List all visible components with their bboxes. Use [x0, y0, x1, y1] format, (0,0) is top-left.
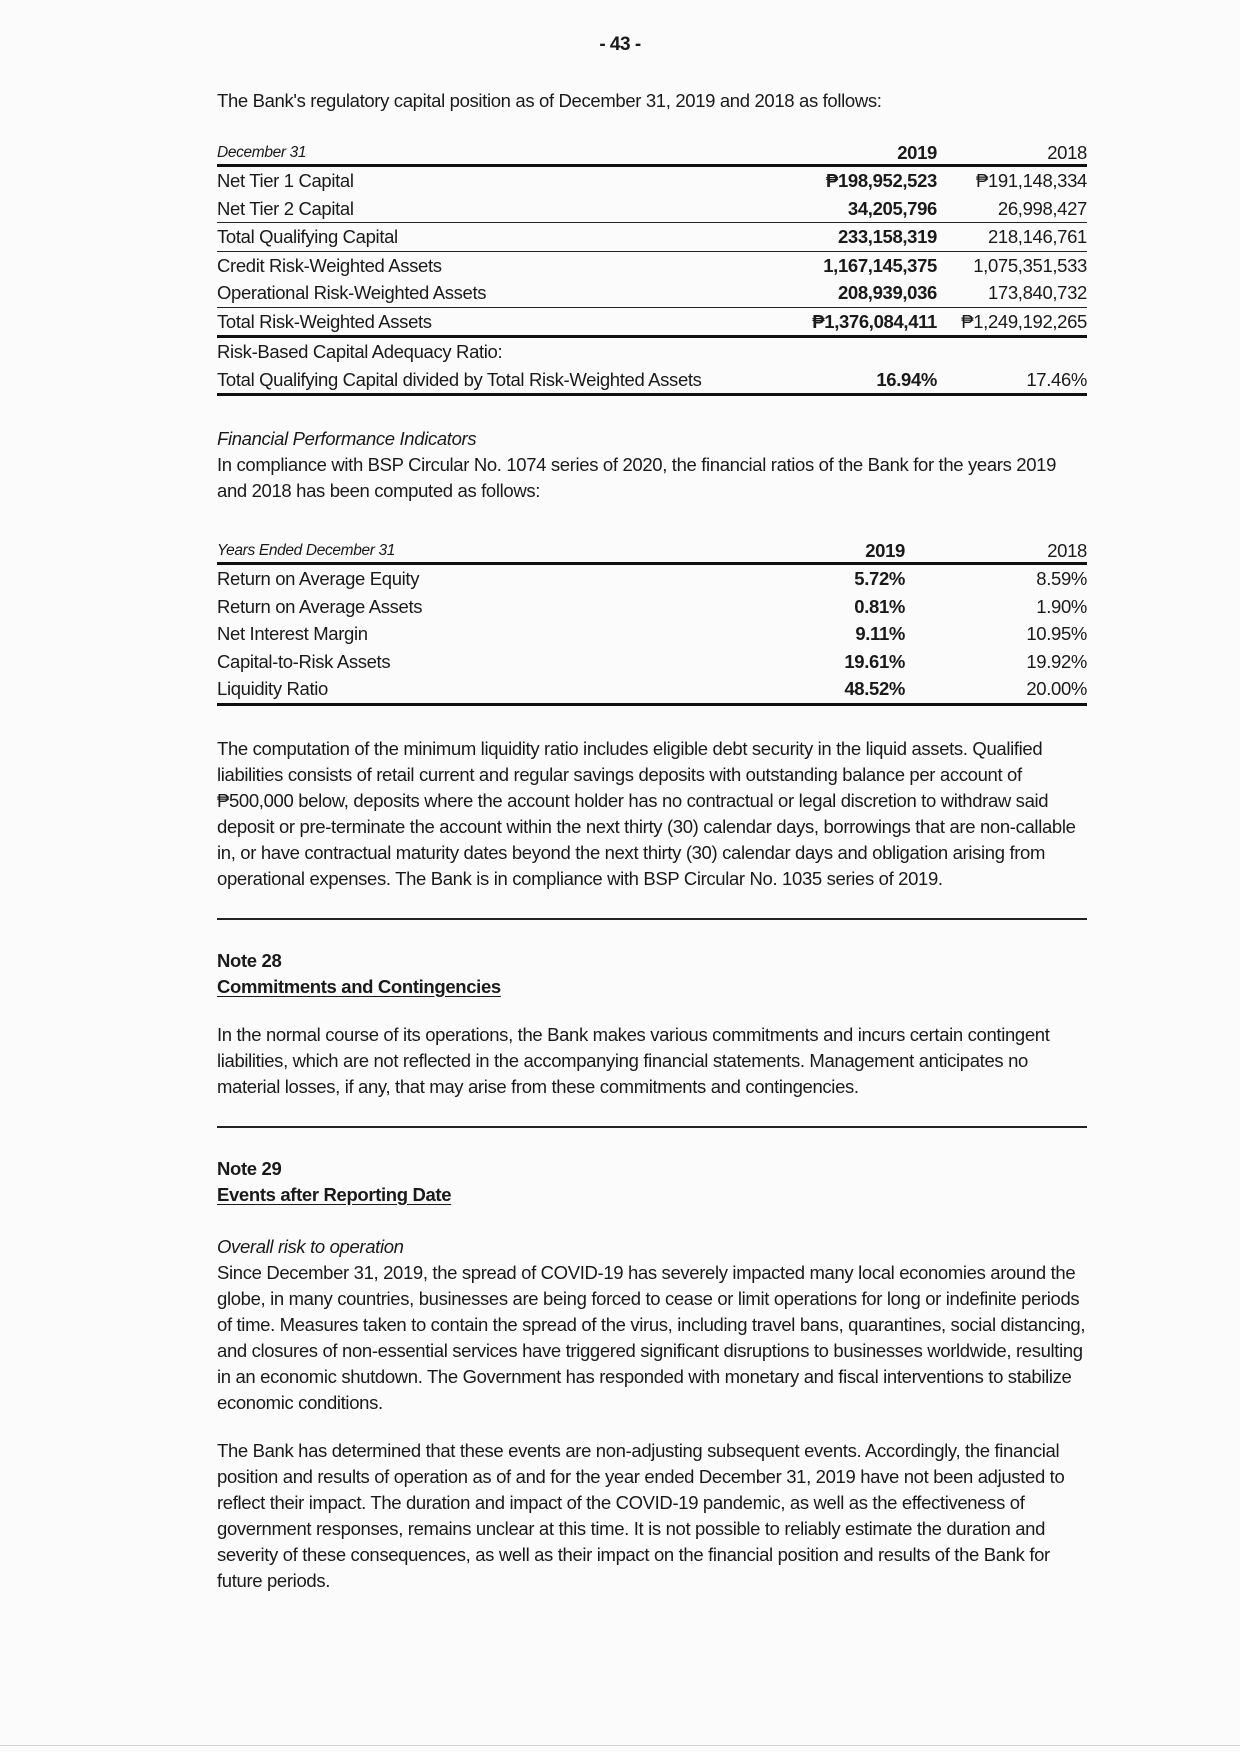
note29-paragraph-1: Since December 31, 2019, the spread of COVID-19 has severely impacted many local economies around the globe, in many countries, businesses are being forced to cease or limit operations for long or indefinite periods of time. Measures taken to contain the spread of the virus, including travel bans, quarantines, social distancing, and closures of non-essential services have triggered significant disruptions to businesses worldwide, resulting in an economic shutdown. The Government has responded with monetary and fiscal interventions to stabilize economic conditions. — [217, 1261, 1086, 1413]
note29-number: Note 29 — [217, 1157, 282, 1179]
value-2018 — [937, 337, 1087, 366]
value-2018: ₱191,148,334 — [975, 170, 1087, 191]
value-2019: 0.81% — [854, 595, 905, 617]
header-label: Years Ended December 31 — [217, 534, 690, 564]
value-2019: 5.72% — [854, 568, 905, 589]
row-label: Net Interest Margin — [217, 623, 368, 644]
header-2018: 2018 — [937, 136, 1087, 166]
row-label: Total Qualifying Capital — [217, 223, 787, 252]
scan-edge-line — [0, 1745, 1240, 1746]
row-label: Return on Average Assets — [217, 595, 423, 617]
note28-text: In the normal course of its operations, the Bank makes various commitments and incurs certain contingent liabilities, which are not reflected in the accompanying financial statements. Management anticipates no material losses, if any, that may arise from these commitments and contingencies. — [217, 1023, 1050, 1097]
row-label: Liquidity Ratio — [217, 675, 690, 704]
table-row — [217, 620, 1087, 648]
value-2018: 218,146,761 — [937, 223, 1087, 252]
table-row — [217, 279, 1087, 307]
table-row — [217, 223, 1087, 252]
note29-subtitle: Overall risk to operation — [217, 1235, 404, 1257]
value-2019: 16.94% — [787, 366, 937, 395]
note29-paragraph-2: The Bank has determined that these events are non-adjusting subsequent events. Accordingly, the financial position and results of operation as of and for the year ended December 31, 2019 have not been adjusted to reflect their impact. The duration and impact of the COVID-19 pandemic, as well as the effectiveness of government responses, remains unclear at this time. It is not possible to reliably estimate the duration and severity of these consequences, as well as their impact on the financial position and results of the Bank for future periods. — [217, 1439, 1065, 1591]
capital-intro: The Bank's regulatory capital position as of December 31, 2019 and 2018 as follows: — [217, 90, 882, 111]
header-2019: 2019 — [690, 534, 917, 564]
document-body — [217, 88, 1087, 1594]
value-2019: 34,205,796 — [787, 195, 937, 223]
value-2018: 8.59% — [1036, 568, 1087, 589]
value-2019: 1,167,145,375 — [823, 254, 937, 276]
row-label: Net Tier 1 Capital — [217, 170, 354, 191]
value-2018: 19.92% — [1026, 650, 1087, 672]
table-row — [217, 251, 1087, 279]
value-2018: 20.00% — [917, 675, 1087, 704]
table-row — [217, 366, 1087, 395]
row-label: Capital-to-Risk Assets — [217, 650, 391, 672]
value-2019: 208,939,036 — [787, 279, 937, 307]
value-2019: ₱1,376,084,411 — [787, 307, 937, 337]
table-header-row — [217, 534, 1087, 564]
fpi-title: Financial Performance Indicators — [217, 428, 477, 449]
capital-position-table — [217, 136, 1087, 396]
value-2018: 173,840,732 — [937, 279, 1087, 307]
table-row — [217, 337, 1087, 366]
table-row — [217, 166, 1087, 195]
table-row — [217, 564, 1087, 593]
row-label: Return on Average Equity — [217, 568, 420, 589]
table-row — [217, 648, 1087, 676]
row-label: Net Tier 2 Capital — [217, 195, 787, 223]
value-2019 — [787, 337, 937, 366]
value-2019: 9.11% — [855, 623, 905, 644]
section-divider — [217, 1126, 1087, 1128]
fpi-text: In compliance with BSP Circular No. 1074 series of 2020, the financial ratios of the Bank for the years 2019 and 2018 has been computed as follows: — [217, 454, 1057, 501]
value-2019: 48.52% — [690, 675, 917, 704]
table-header-row — [217, 136, 1087, 166]
value-2018: 1.90% — [1036, 595, 1087, 617]
table-row — [217, 307, 1087, 337]
header-label: December 31 — [217, 136, 787, 166]
note28-title: Commitments and Contingencies — [217, 975, 501, 997]
table-row — [217, 195, 1087, 223]
page-number: - 43 - — [599, 34, 641, 55]
value-2018: 1,075,351,533 — [973, 254, 1087, 276]
value-2018: 10.95% — [1026, 623, 1087, 644]
table-row — [217, 675, 1087, 704]
row-label: Total Qualifying Capital divided by Total Risk-Weighted Assets — [217, 366, 787, 395]
note29-title: Events after Reporting Date — [217, 1183, 452, 1205]
section-divider — [217, 918, 1087, 920]
note28-number: Note 28 — [217, 949, 282, 971]
header-2019: 2019 — [787, 136, 937, 166]
header-2018: 2018 — [917, 534, 1087, 564]
value-2019: 233,158,319 — [787, 223, 937, 252]
table-row — [217, 593, 1087, 621]
value-2018: 26,998,427 — [937, 195, 1087, 223]
value-2019: ₱198,952,523 — [825, 170, 937, 191]
liquidity-paragraph: The computation of the minimum liquidity ratio includes eligible debt security in the liquid assets. Qualified liabilities consists of retail current and regular savings deposits with outstanding balance per account of ₱500,000 below, deposits where the account holder has no contractual or legal discretion to withdraw said deposit or pre-terminate the account within the next thirty (30) calendar days, borrowings that are non-callable in, or have contractual maturity dates beyond the next thirty (30) calendar days and obligation arising from operational expenses. The Bank is in compliance with BSP Circular No. 1035 series of 2019. — [217, 737, 1076, 889]
row-label: Total Risk-Weighted Assets — [217, 307, 787, 337]
value-2018: 17.46% — [937, 366, 1087, 395]
financial-ratios-table — [217, 534, 1087, 706]
row-label: Credit Risk-Weighted Assets — [217, 254, 442, 276]
value-2018: ₱1,249,192,265 — [937, 307, 1087, 337]
value-2019: 19.61% — [844, 650, 905, 672]
row-label: Risk-Based Capital Adequacy Ratio: — [217, 341, 503, 362]
row-label: Operational Risk-Weighted Assets — [217, 279, 787, 307]
